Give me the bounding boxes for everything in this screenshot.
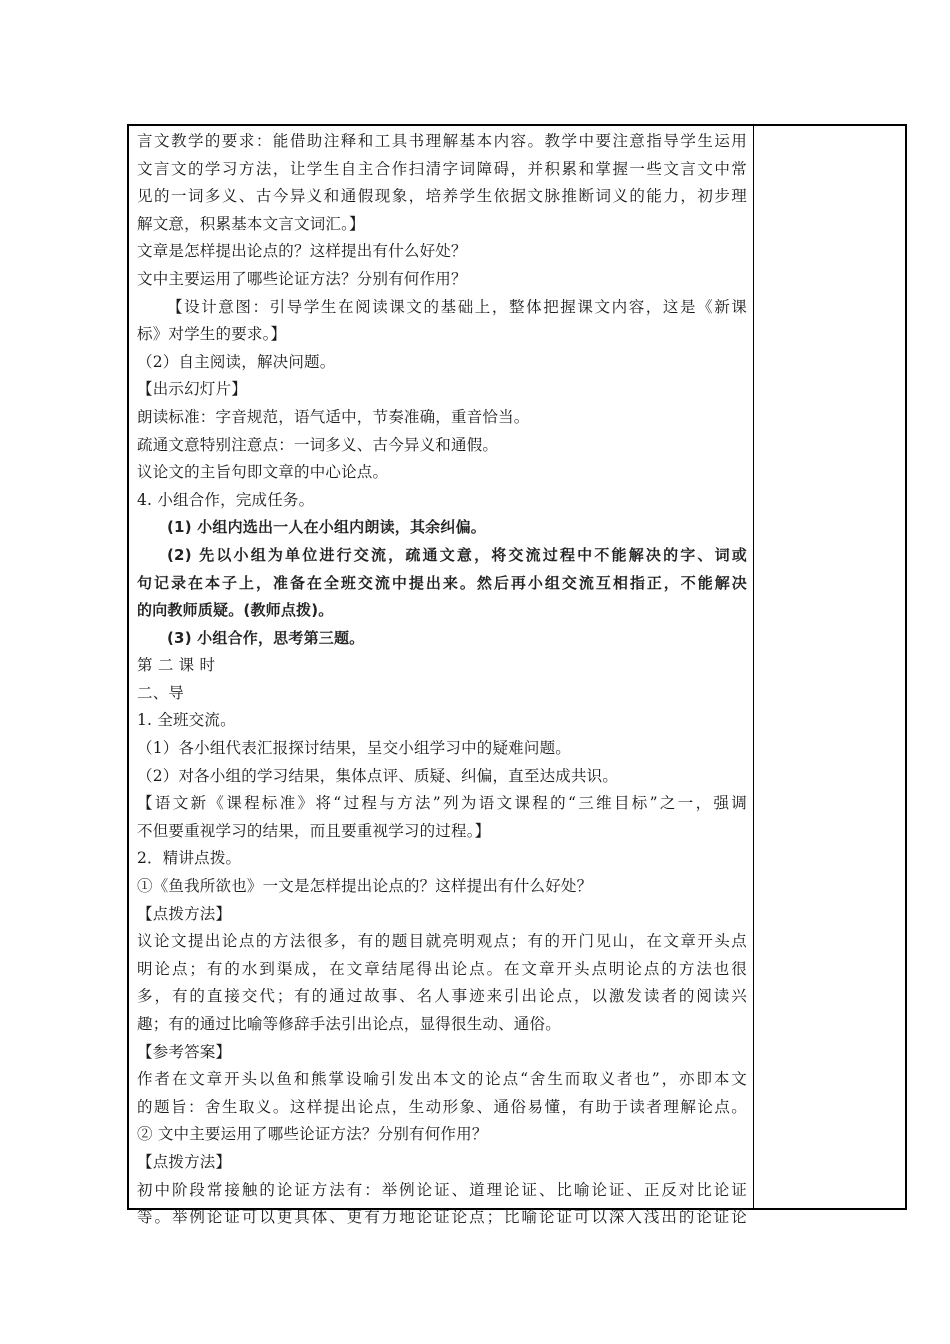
text-line: 明论点；有的水到渠成，在文章结尾得出论点。在文章开头点明论点的方法也很: [137, 959, 747, 978]
text-line: ② 文中主要运用了哪些论证方法？分别有何作用？: [137, 1125, 488, 1144]
text-line: 解文意，积累基本文言文词汇。】: [137, 214, 365, 233]
text-line: 2．精讲点拨。: [137, 849, 242, 868]
text-line: 见的一词多义、古今异义和通假现象，培养学生依据文脉推断词义的能力，初步理: [137, 187, 747, 206]
text-line: 初中阶段常接触的论证方法有：举例论证、道理论证、比喻论证、正反对比论证: [137, 1180, 747, 1199]
text-line: 4. 小组合作，完成任务。: [137, 490, 315, 509]
text-line: 朗读标准：字音规范，语气适中，节奏准确，重音恰当。: [137, 407, 530, 426]
text-line: 趣；有的通过比喻等修辞手法引出论点，显得很生动、通俗。: [137, 1015, 561, 1033]
text-line: 不但要重视学习的结果，而且要重视学习的过程。】: [137, 821, 491, 840]
text-line: 文言文的学习方法，让学生自主合作扫清字词障碍，并积累和掌握一些文言文中常: [137, 159, 747, 178]
text-line: 等。举例论证可以更具体、更有力地论证论点；比喻论证可以深入浅出的论证论: [137, 1208, 747, 1227]
text-line: (3) 小组合作，思考第三题。: [167, 628, 365, 647]
text-line: （1）各小组代表汇报探讨结果，呈交小组学习中的疑难问题。: [137, 739, 571, 758]
text-line: （2）对各小组的学习结果，集体点评、质疑、纠偏，直至达成共识。: [137, 766, 619, 785]
text-line: （2）自主阅读，解决问题。: [137, 352, 336, 371]
text-line: 【设计意图：引导学生在阅读课文的基础上，整体把握课文内容，这是《新课: [167, 297, 747, 316]
text-line: 的题旨：舍生取义。这样提出论点，生动形象、通俗易懂，有助于读者理解论点。: [137, 1097, 747, 1116]
text-line: 【点拨方法】: [137, 1152, 232, 1171]
text-line: 二、导: [137, 683, 185, 702]
text-line: 【出示幻灯片】: [137, 380, 247, 399]
text-line: 言文教学的要求：能借助注释和工具书理解基本内容。教学中要注意指导学生运用: [137, 132, 747, 150]
lesson-content-cell: [137, 128, 747, 1232]
text-line: 疏通文意特别注意点：一词多义、古今异义和通假。: [137, 435, 499, 454]
text-line: 【点拨方法】: [137, 904, 232, 923]
text-line: 文章是怎样提出论点的？这样提出有什么好处？: [137, 242, 467, 261]
text-line: 句记录在本子上，准备在全班交流中提出来。然后再小组交流互相指正，不能解决: [137, 573, 747, 592]
text-line: 议论文的主旨句即文章的中心论点。: [137, 463, 389, 482]
text-line: (1) 小组内选出一人在小组内朗读，其余纠偏。: [167, 518, 486, 537]
section-heading: 第 二 课 时: [137, 656, 216, 675]
text-line: 作者在文章开头以鱼和熊掌设喻引发出本文的论点“舍生而取义者也”，亦即本文: [137, 1070, 747, 1089]
text-line: 的向教师质疑。(教师点拨)。: [137, 601, 334, 620]
text-line: 议论文提出论点的方法很多，有的题目就亮明观点；有的开门见山，在文章开头点: [137, 932, 747, 951]
text-line: 标》对学生的要求。】: [137, 325, 287, 344]
text-line: 文中主要运用了哪些论证方法？分别有何作用？: [137, 269, 467, 288]
text-line: 1. 全班交流。: [137, 711, 236, 730]
text-line: ①《鱼我所欲也》一文是怎样提出论点的？这样提出有什么好处？: [137, 877, 593, 896]
text-line: (2) 先以小组为单位进行交流，疏通文意，将交流过程中不能解决的字、词或: [167, 545, 747, 564]
text-line: 【参考答案】: [137, 1042, 232, 1061]
column-divider: [753, 126, 754, 1208]
text-line: 多，有的直接交代；有的通过故事、名人事迹来引出论点，以激发读者的阅读兴: [137, 987, 747, 1006]
notes-cell: [757, 126, 905, 1208]
text-line: 【语文新《课程标准》将“过程与方法”列为语文课程的“三维目标”之一，强调: [137, 794, 747, 813]
lesson-table: [127, 124, 907, 1227]
